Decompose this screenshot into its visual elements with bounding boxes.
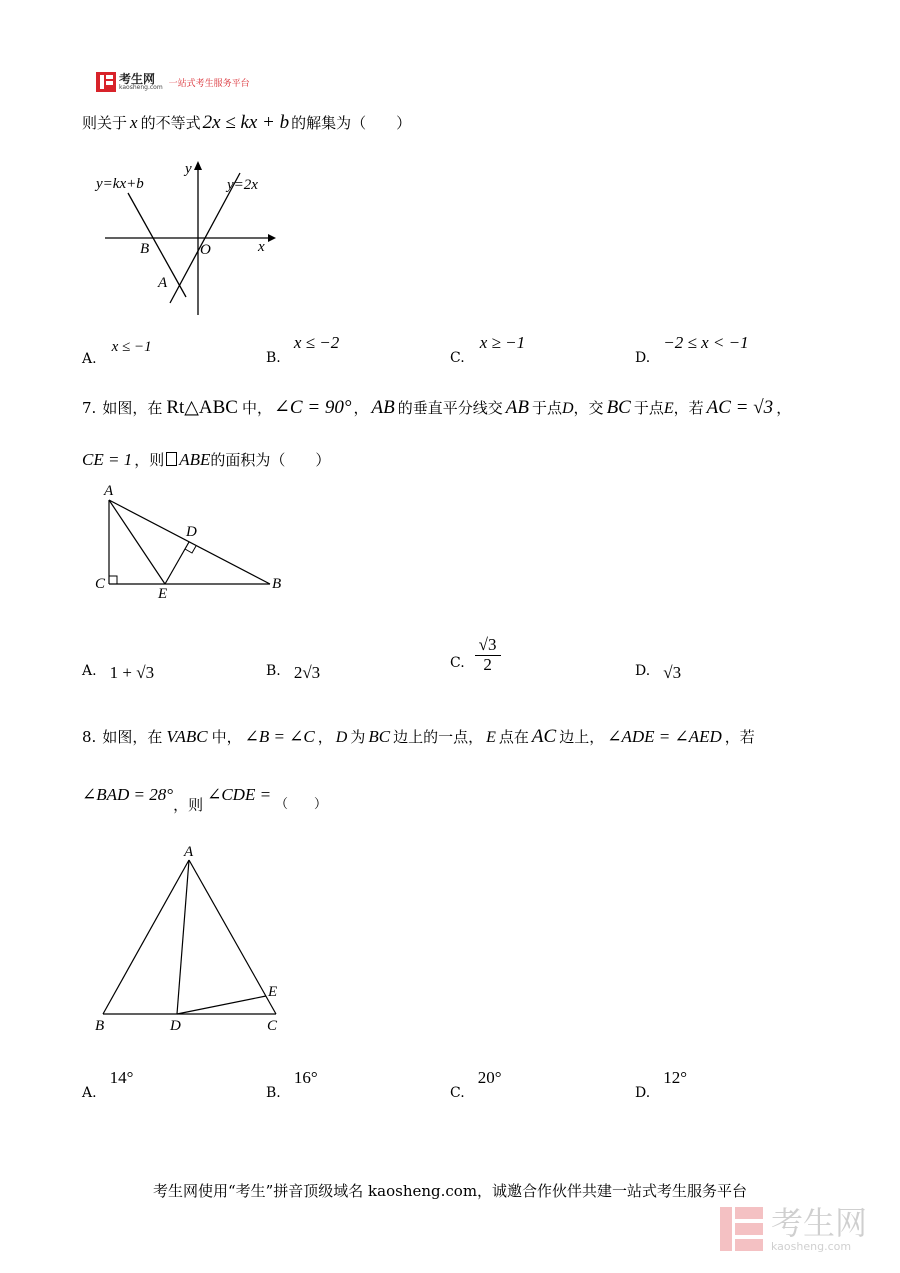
q6-graph <box>90 155 280 320</box>
q8-cde: ∠CDE = <box>207 785 272 804</box>
header-logo <box>96 72 250 92</box>
q7-option-a-letter: A. <box>82 663 97 679</box>
q7-abe: ABE <box>179 450 211 469</box>
logo-domain: kaosheng.com <box>119 84 163 91</box>
q8-stem-line1 <box>82 726 755 748</box>
q7-small-triangle-icon <box>166 452 177 466</box>
q7-option-b-value: 2√3 <box>293 663 321 682</box>
q7-option-a[interactable] <box>82 660 154 680</box>
q6-point-b: B <box>140 241 150 257</box>
footer-text: 考生网使用“考生”拼音顶级域名 kaosheng.com，诚邀合作伙伴共建一站式考生服务平台 <box>152 1182 748 1200</box>
logo-icon <box>96 72 116 92</box>
q8-option-c[interactable] <box>450 1068 502 1101</box>
footer-watermark <box>718 1205 867 1253</box>
q7-t4: 的垂直平分线交 <box>397 399 503 417</box>
q8-stem-line2 <box>82 784 328 814</box>
q8-option-d-letter: D. <box>635 1085 651 1101</box>
q8-d: D <box>335 729 348 746</box>
q7-d: D <box>561 400 574 417</box>
q7-e: E <box>663 400 674 417</box>
q8-option-b[interactable] <box>266 1068 318 1101</box>
q7-t10: ，则 <box>134 451 165 469</box>
q6-option-b-letter: B. <box>266 350 281 366</box>
q8-angle-eq: ∠B = ∠C <box>244 727 315 746</box>
q7-t5: 于点 <box>531 399 562 417</box>
q6-line1-label: y=kx+b <box>96 176 144 192</box>
q7-fig-e: E <box>158 586 168 602</box>
q8-fig-e: E <box>268 984 278 1000</box>
q7-option-c-fraction <box>475 636 501 674</box>
q8-triangle: VABC <box>166 727 208 746</box>
q7-fig-a: A <box>104 483 114 499</box>
q6-mid: 的不等式 <box>140 114 201 132</box>
q8-option-b-value: 16° <box>293 1068 318 1087</box>
q8-bad: ∠BAD = 28° <box>82 785 174 804</box>
q7-ce: CE = 1 <box>82 450 133 469</box>
q7-t3: ， <box>353 399 369 417</box>
q8-fig-a: A <box>184 844 194 860</box>
q6-option-b[interactable] <box>266 333 340 366</box>
q7-option-d-letter: D. <box>635 663 651 679</box>
q6-option-a-letter: A. <box>82 351 97 367</box>
q7-fig-d: D <box>186 524 197 540</box>
q7-fig-c: C <box>95 576 106 592</box>
q8-t1: 如图，在 <box>102 728 163 746</box>
q7-t2: 中， <box>241 399 272 417</box>
q7-option-d-value: √3 <box>663 663 682 682</box>
q8-e: E <box>486 729 496 746</box>
q7-stem-line2 <box>82 449 330 470</box>
watermark-domain: kaosheng.com <box>771 1239 852 1253</box>
q7-number: 7. <box>82 399 97 417</box>
q8-option-a-value: 14° <box>109 1068 134 1087</box>
q6-option-a-value: x ≤ −1 <box>111 339 152 355</box>
q6-prefix: 则关于 <box>82 114 128 132</box>
logo-name: 考生网 <box>119 72 156 86</box>
q7-angle: ∠C = 90° <box>273 397 352 418</box>
q7-option-b[interactable] <box>266 660 320 680</box>
q8-t7: 边上， <box>559 728 605 746</box>
q6-option-c-letter: C. <box>450 350 465 366</box>
q8-option-b-letter: B. <box>266 1085 281 1101</box>
q8-option-d-value: 12° <box>663 1068 688 1087</box>
q8-option-c-letter: C. <box>450 1085 465 1101</box>
q6-option-b-value: x ≤ −2 <box>293 333 340 352</box>
q6-option-c-value: x ≥ −1 <box>479 333 526 352</box>
q7-bc: BC <box>606 397 631 418</box>
q6-option-d-letter: D. <box>635 350 651 366</box>
q7-ab2: AB <box>505 397 529 418</box>
header-slogan: 一站式考生服务平台 <box>168 78 250 89</box>
q8-t9: ，则 <box>173 796 204 814</box>
q7-option-c-denominator: 2 <box>483 654 492 674</box>
q7-option-c[interactable] <box>450 636 501 674</box>
q7-ab: AB <box>371 397 395 418</box>
q6-line2-label: y=2x <box>227 177 258 193</box>
q7-ac: AC = √3 <box>706 397 774 418</box>
q6-option-a[interactable] <box>82 336 152 367</box>
q8-bc: BC <box>368 727 391 746</box>
q6-option-d[interactable] <box>635 333 749 366</box>
q6-var: x <box>130 113 138 132</box>
q7-option-c-letter: C. <box>450 655 465 672</box>
q8-t4: 为 <box>350 728 366 746</box>
q8-fig-c: C <box>267 1018 278 1034</box>
q7-t8: ，若 <box>673 399 704 417</box>
q6-suffix: 的解集为（ ） <box>291 114 412 132</box>
q7-triangle-figure <box>92 478 292 603</box>
q7-fig-b: B <box>272 576 282 592</box>
q7-t1: 如图，在 <box>102 399 163 417</box>
q7-t9: ， <box>776 399 792 417</box>
q7-stem-line1 <box>82 396 791 419</box>
q8-option-a[interactable] <box>82 1068 134 1101</box>
q8-t6: 点在 <box>498 728 529 746</box>
q8-fig-b: B <box>95 1018 105 1034</box>
q7-triangle: Rt△ABC <box>166 397 238 418</box>
q8-option-d[interactable] <box>635 1068 688 1101</box>
q7-option-a-value: 1 + √3 <box>109 663 155 682</box>
q8-t2: 中， <box>211 728 242 746</box>
q6-inequality: 2x ≤ kx + b <box>202 112 290 133</box>
q7-option-b-letter: B. <box>266 663 281 679</box>
q7-option-d[interactable] <box>635 660 681 680</box>
q6-option-d-value: −2 ≤ x < −1 <box>663 333 749 352</box>
q8-triangle-figure <box>90 838 290 1038</box>
q7-t11: 的面积为（ ） <box>210 451 331 469</box>
q8-fig-d: D <box>170 1018 181 1034</box>
q8-number: 8. <box>82 728 97 746</box>
q8-t5: 边上的一点， <box>393 728 484 746</box>
watermark-name: 考生网 <box>771 1203 868 1242</box>
q8-t8: ，若 <box>724 728 755 746</box>
q7-t7: 于点 <box>633 399 664 417</box>
q7-t6: ，交 <box>573 399 604 417</box>
q7-option-c-numerator: √3 <box>475 636 501 656</box>
q6-x-axis-label: x <box>258 239 265 255</box>
q8-option-a-letter: A. <box>82 1085 97 1101</box>
watermark-logo-icon <box>718 1205 766 1253</box>
q6-point-a: A <box>158 275 168 291</box>
q6-y-axis-label: y <box>185 161 192 177</box>
q8-t3: ， <box>317 728 333 746</box>
q6-point-o: O <box>200 242 211 258</box>
q6-option-c[interactable] <box>450 333 526 366</box>
q8-ade: ∠ADE = ∠AED <box>607 727 722 746</box>
q8-ac: AC <box>531 726 557 747</box>
q6-stem <box>82 112 411 134</box>
q8-option-c-value: 20° <box>477 1068 502 1087</box>
q8-t10: （ ） <box>275 797 328 812</box>
